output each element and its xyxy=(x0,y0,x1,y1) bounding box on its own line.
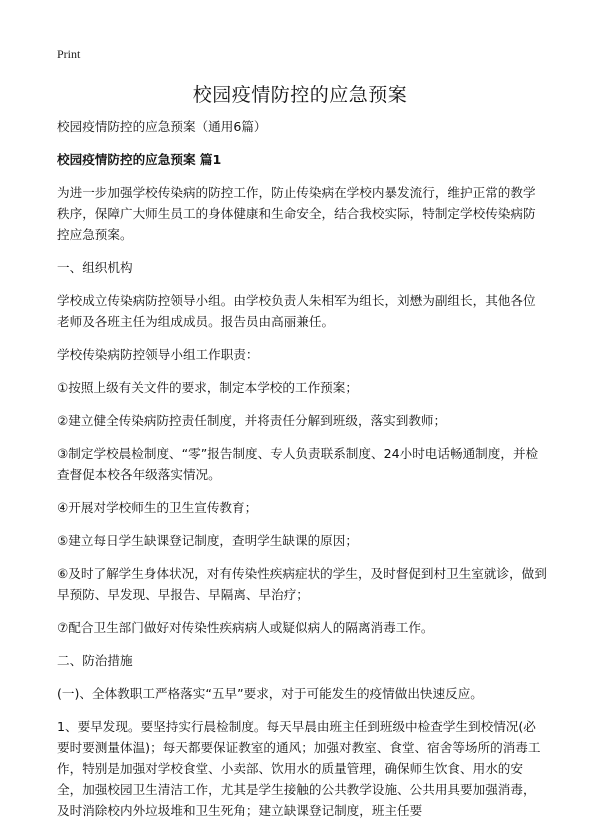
heading-organization: 一、组织机构 xyxy=(57,260,133,275)
duty-item-7: ⑦配合卫生部门做好对传染性疾病病人或疑似病人的隔离消毒工作。 xyxy=(57,620,434,635)
duty-item-1: ①按照上级有关文件的要求，制定本学校的工作预案； xyxy=(57,380,358,395)
heading-prevention-measures: 二、防治措施 xyxy=(57,653,133,668)
print-label: Print xyxy=(57,47,81,61)
duty-item-5: ⑤建立每日学生缺课登记制度，查明学生缺课的原因； xyxy=(57,533,358,548)
duty-item-6: ⑥及时了解学生身体状况，对有传染性疾病症状的学生，及时督促到村卫生室就诊，做到早预防、早发现、早报告、早隔离、早治疗； xyxy=(57,566,547,602)
page-title: 校园疫情防控的应急预案 xyxy=(192,84,408,106)
paragraph-five-early: (一)、全体教职工严格落实“五早”要求，对于可能发生的疫情做出快速反应。 xyxy=(57,686,483,701)
paragraph-leadership-group: 学校成立传染病防控领导小组。由学校负责人朱相军为组长，刘懋为副组长，其他各位老师及各班主任为组成成员。报告员由高丽兼任。 xyxy=(57,293,536,329)
duty-item-3: ③制定学校晨检制度、“零”报告制度、专人负责联系制度、24小时电话畅通制度，并检查督促本校各年级落实情况。 xyxy=(57,446,539,482)
duty-item-2: ②建立健全传染病防控责任制度，并将责任分解到班级，落实到教师； xyxy=(57,413,447,428)
section-heading: 校园疫情防控的应急预案 篇1 xyxy=(57,152,222,167)
paragraph-intro: 为进一步加强学校传染病的防控工作，防止传染病在学校内暴发流行，维护正常的教学秩序，保障广大师生员工的身体健康和生命安全，结合我校实际，特制定学校传染病防控应急预案。 xyxy=(57,185,536,242)
document-body xyxy=(57,116,547,833)
paragraph-duties-heading: 学校传染病防控领导小组工作职责： xyxy=(57,347,259,362)
duty-item-4: ④开展对学校师生的卫生宣传教育； xyxy=(57,500,258,515)
paragraph-early-detection: 1、要早发现。要坚持实行晨检制度。每天早晨由班主任到班级中检查学生到校情况(必要时要测量体温)；每天都要保证教室的通风；加强对教室、食堂、宿舍等场所的消毒工作，特别是加强对学校食堂、小卖部、饮用水的质量管理，确保师生饮食、用水的安全，加强校园卫生清洁工作，尤其是学生接触的公共教学设施、公共用具要加强消毒，及时消除校内外垃圾堆和卫生死角；建立缺课登记制度，班主任要 xyxy=(57,719,541,818)
document-subtitle: 校园疫情防控的应急预案（通用6篇） xyxy=(57,119,267,134)
